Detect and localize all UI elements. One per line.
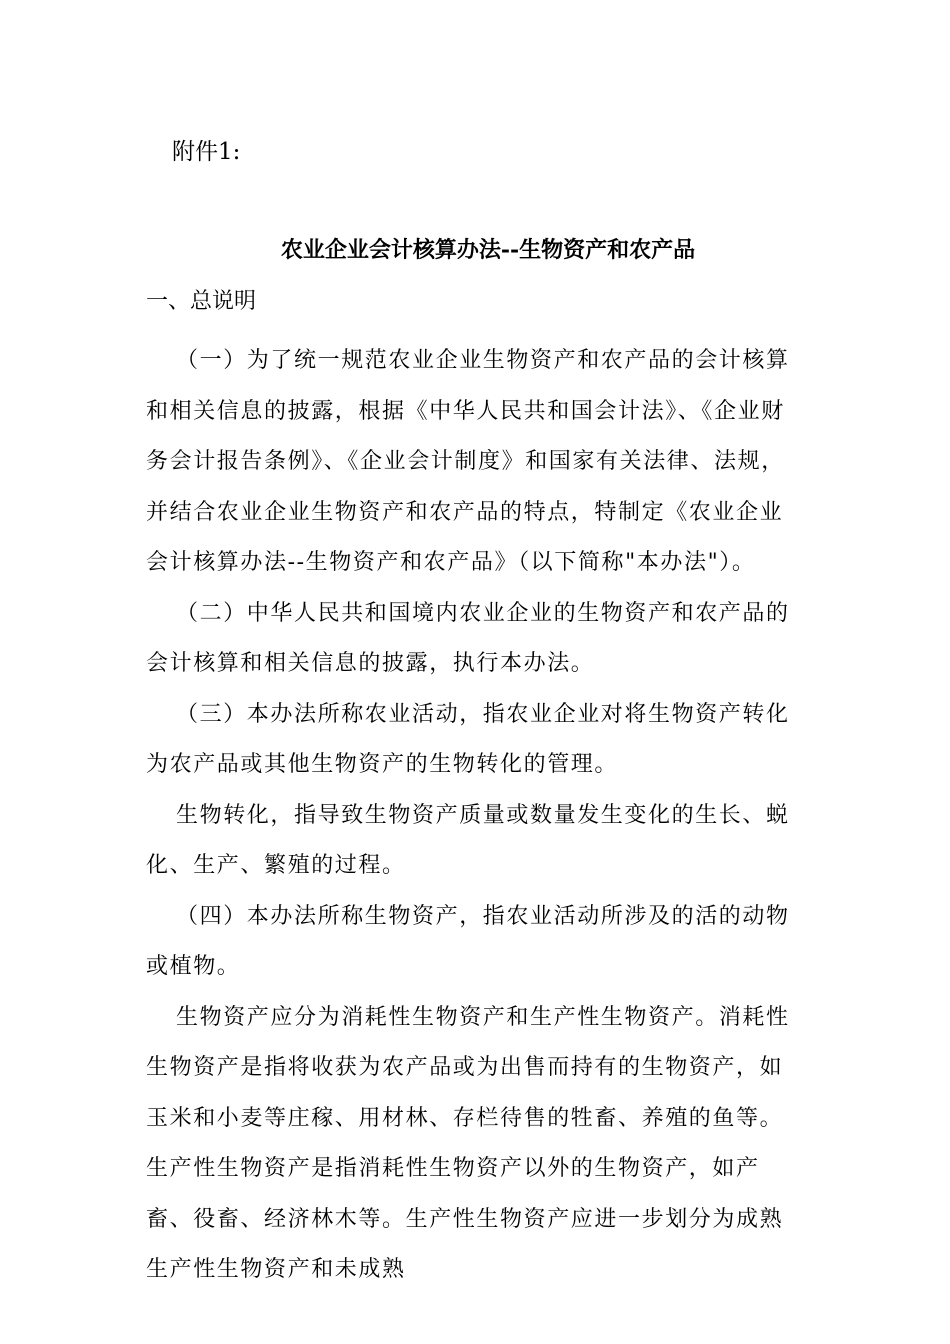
paragraph-5: （四）本办法所称生物资产，指农业活动所涉及的活的动物或植物。	[146, 903, 790, 979]
paragraph-2: （二）中华人民共和国境内农业企业的生物资产和农产品的会计核算和相关信息的披露，执行本办法。	[146, 600, 790, 676]
paragraph-1: （一）为了统一规范农业企业生物资产和农产品的会计核算和相关信息的披露，根据《中华人民共和国会计法》、《企业财务会计报告条例》、《企业会计制度》和国家有关法律、法规，并结合农业企业生物资产和农产品的特点，特制定《农业企业会计核算办法--生物资产和农产品》（以下简称"本办法"）。	[146, 348, 790, 575]
attachment-label: 附件1:	[172, 139, 241, 165]
document-body	[146, 336, 806, 1296]
paragraph-6: 生物资产应分为消耗性生物资产和生产性生物资产。消耗性生物资产是指将收获为农产品或为出售而持有的生物资产，如玉米和小麦等庄稼、用材林、存栏待售的牲畜、养殖的鱼等。生产性生物资产是指消耗性生物资产以外的生物资产，如产畜、役畜、经济林木等。生产性生物资产应进一步划分为成熟生产性生物资产和未成熟	[146, 1004, 790, 1282]
paragraph-4: 生物转化，指导致生物资产质量或数量发生变化的生长、蜕化、生产、繁殖的过程。	[146, 802, 790, 878]
document-title: 农业企业会计核算办法--生物资产和农产品	[280, 237, 696, 263]
paragraph-3: （三）本办法所称农业活动，指农业企业对将生物资产转化为农产品或其他生物资产的生物转化的管理。	[146, 701, 790, 777]
section-heading: 一、总说明	[146, 289, 257, 314]
